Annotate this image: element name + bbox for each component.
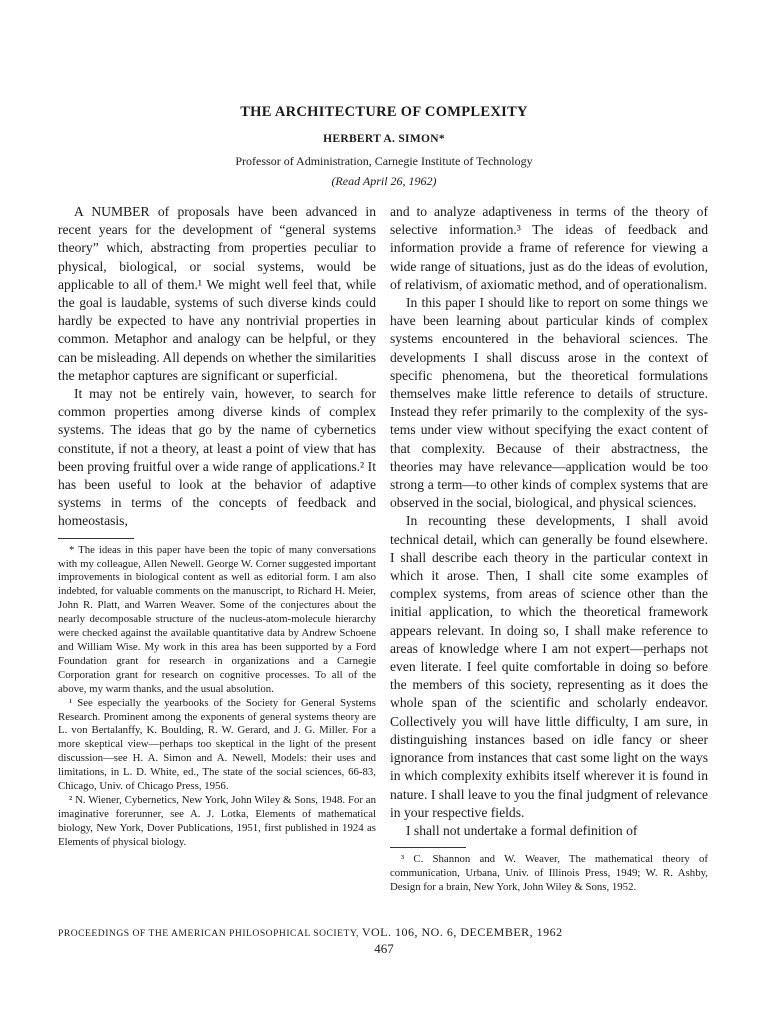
footnote: ³ C. Shannon and W. Weaver, The mathematical theory of communication, Urbana, Univ. of Illinois Press, 1949; W. R. Ashby, Design for a brain, New York, John Wiley & Sons, 1952. [390, 853, 708, 893]
body-paragraph: It may not be entirely vain, however, to search for common properties among diverse kinds of complex systems. The ideas that go by the name of cybernetics constitute, if not a theory, at least a point of view that has been proving fruitful over a wide range of applications.² It has been useful to look at the behavior of adaptive systems in terms of the concepts of feedback and homeostasis, [58, 386, 376, 529]
page-number: 467 [374, 941, 394, 956]
author-affiliation: Professor of Administration, Carnegie Institute of Technology [235, 154, 533, 168]
footnote: ¹ See especially the yearbooks of the Society for General Systems Research. Prominent among the exponents of general systems theory are L. von Bertalanffy, K. Boulding, R. W. Gerard, and J. G. Miller. For a more skeptical view—perhaps too skeptical in the light of the present discussion—see H. A. Simon and A. Newell, Models: their uses and limitations, in L. D. White, ed., The state of the social sciences, 66-83, Chicago, Univ. of Chicago Press, 1956. [58, 696, 376, 793]
journal-name: PROCEEDINGS OF THE AMERICAN PHILOSOPHICAL SOCIETY, [58, 928, 359, 939]
footnote: ² N. Wiener, Cybernetics, New York, John Wiley & Sons, 1948. For an imaginative forerunner, see A. J. Lotka, Elements of mathematical biology, New York, Dover Publications, 1951, first published in 1924 as Elements of physical biology. [58, 793, 376, 848]
body-paragraph: In recounting these developments, I shall avoid technical detail, which can generally be found elsewhere. I shall describe each theory in the particular context in which it arose. Then, I shall cite some examples of complex systems, from areas of science other than the initial application, to which the theoretical framework appears relevant. In doing so, I shall make reference to areas of knowledge where I am not expert—perhaps not even literate. I feel quite comfortable in doing so before the members of this society, representing as it does the whole span of the scientific and scholarly endeavor. Collectively you will have little difficulty, I am sure, in distinguishing instances based on idle fancy or sheer ignorance from instances that cast some light on the ways in which complexity exhibits itself wherever it is found in nature. I shall leave to you the final judgment of relevance in your respective fields. [390, 513, 708, 820]
body-paragraph: and to analyze adaptiveness in terms of the theory of selective information.³ The ideas of feedback and information provide a frame of reference for viewing a wide range of situations, just as do the ideas of evolution, of relativism, of axiomatic method, and of operationalism. [390, 204, 708, 292]
read-date: (Read April 26, 1962) [331, 174, 437, 188]
journal-volume: VOL. 106, NO. 6, DECEMBER, 1962 [361, 925, 563, 939]
body-paragraph: I shall not undertake a formal definition of [406, 822, 638, 838]
footnote-divider [390, 847, 466, 848]
body-paragraph: A NUMBER of proposals have been advanced in recent years for the development of “general systems theory” which, abstracting from properties peculiar to physical, biological, or social systems, would be applicable to all of them.¹ We might well feel that, while the goal is laudable, systems of such diverse kinds could hardly be expected to have any nontrivial properties in common. Metaphor and analogy can be helpful, or they can be misleading. All depends on whether the similarities the metaphor captures are significant or superficial. [58, 204, 376, 383]
footnote: * The ideas in this paper have been the topic of many conversations with my colleague, Allen Newell. George W. Corner suggested important improvements in biological content as well as editorial form. I am also indebted, for valuable comments on the manuscript, to Richard H. Meier, John R. Platt, and Warren Weaver. Some of the conjectures about the nearly decomposable structure of the nucleus-atom-molecule hierarchy were checked against the available quantitative data by Andrew Schoene and William Wise. My work in this area has been supported by a Ford Foundation grant for research in organizations and a Carnegie Corporation grant for research on cognitive processes. To all of the above, my warm thanks, and the usual absolution. [58, 543, 376, 695]
right-column [390, 203, 708, 895]
left-column [58, 203, 376, 850]
paper-title: THE ARCHITECTURE OF COMPLEXITY [240, 104, 528, 120]
journal-footer [58, 925, 718, 940]
body-paragraph: In this paper I should like to report on some things we have been learning about particular kinds of complex systems encountered in the behavioral sciences. The developments I shall discuss arose in the context of specific phenomena, but the theoretical formulations themselves make little reference to details of structure. Instead they refer primarily to the complexity of the systems under view without specifying the exact content of that complexity. Because of their abstractness, the theories may have relevance—application would be too strong a term—to other kinds of complex systems that are observed in the social, biological, and physical sciences. [390, 295, 708, 511]
author-name: HERBERT A. SIMON* [323, 133, 445, 145]
footnote-divider [58, 538, 134, 539]
